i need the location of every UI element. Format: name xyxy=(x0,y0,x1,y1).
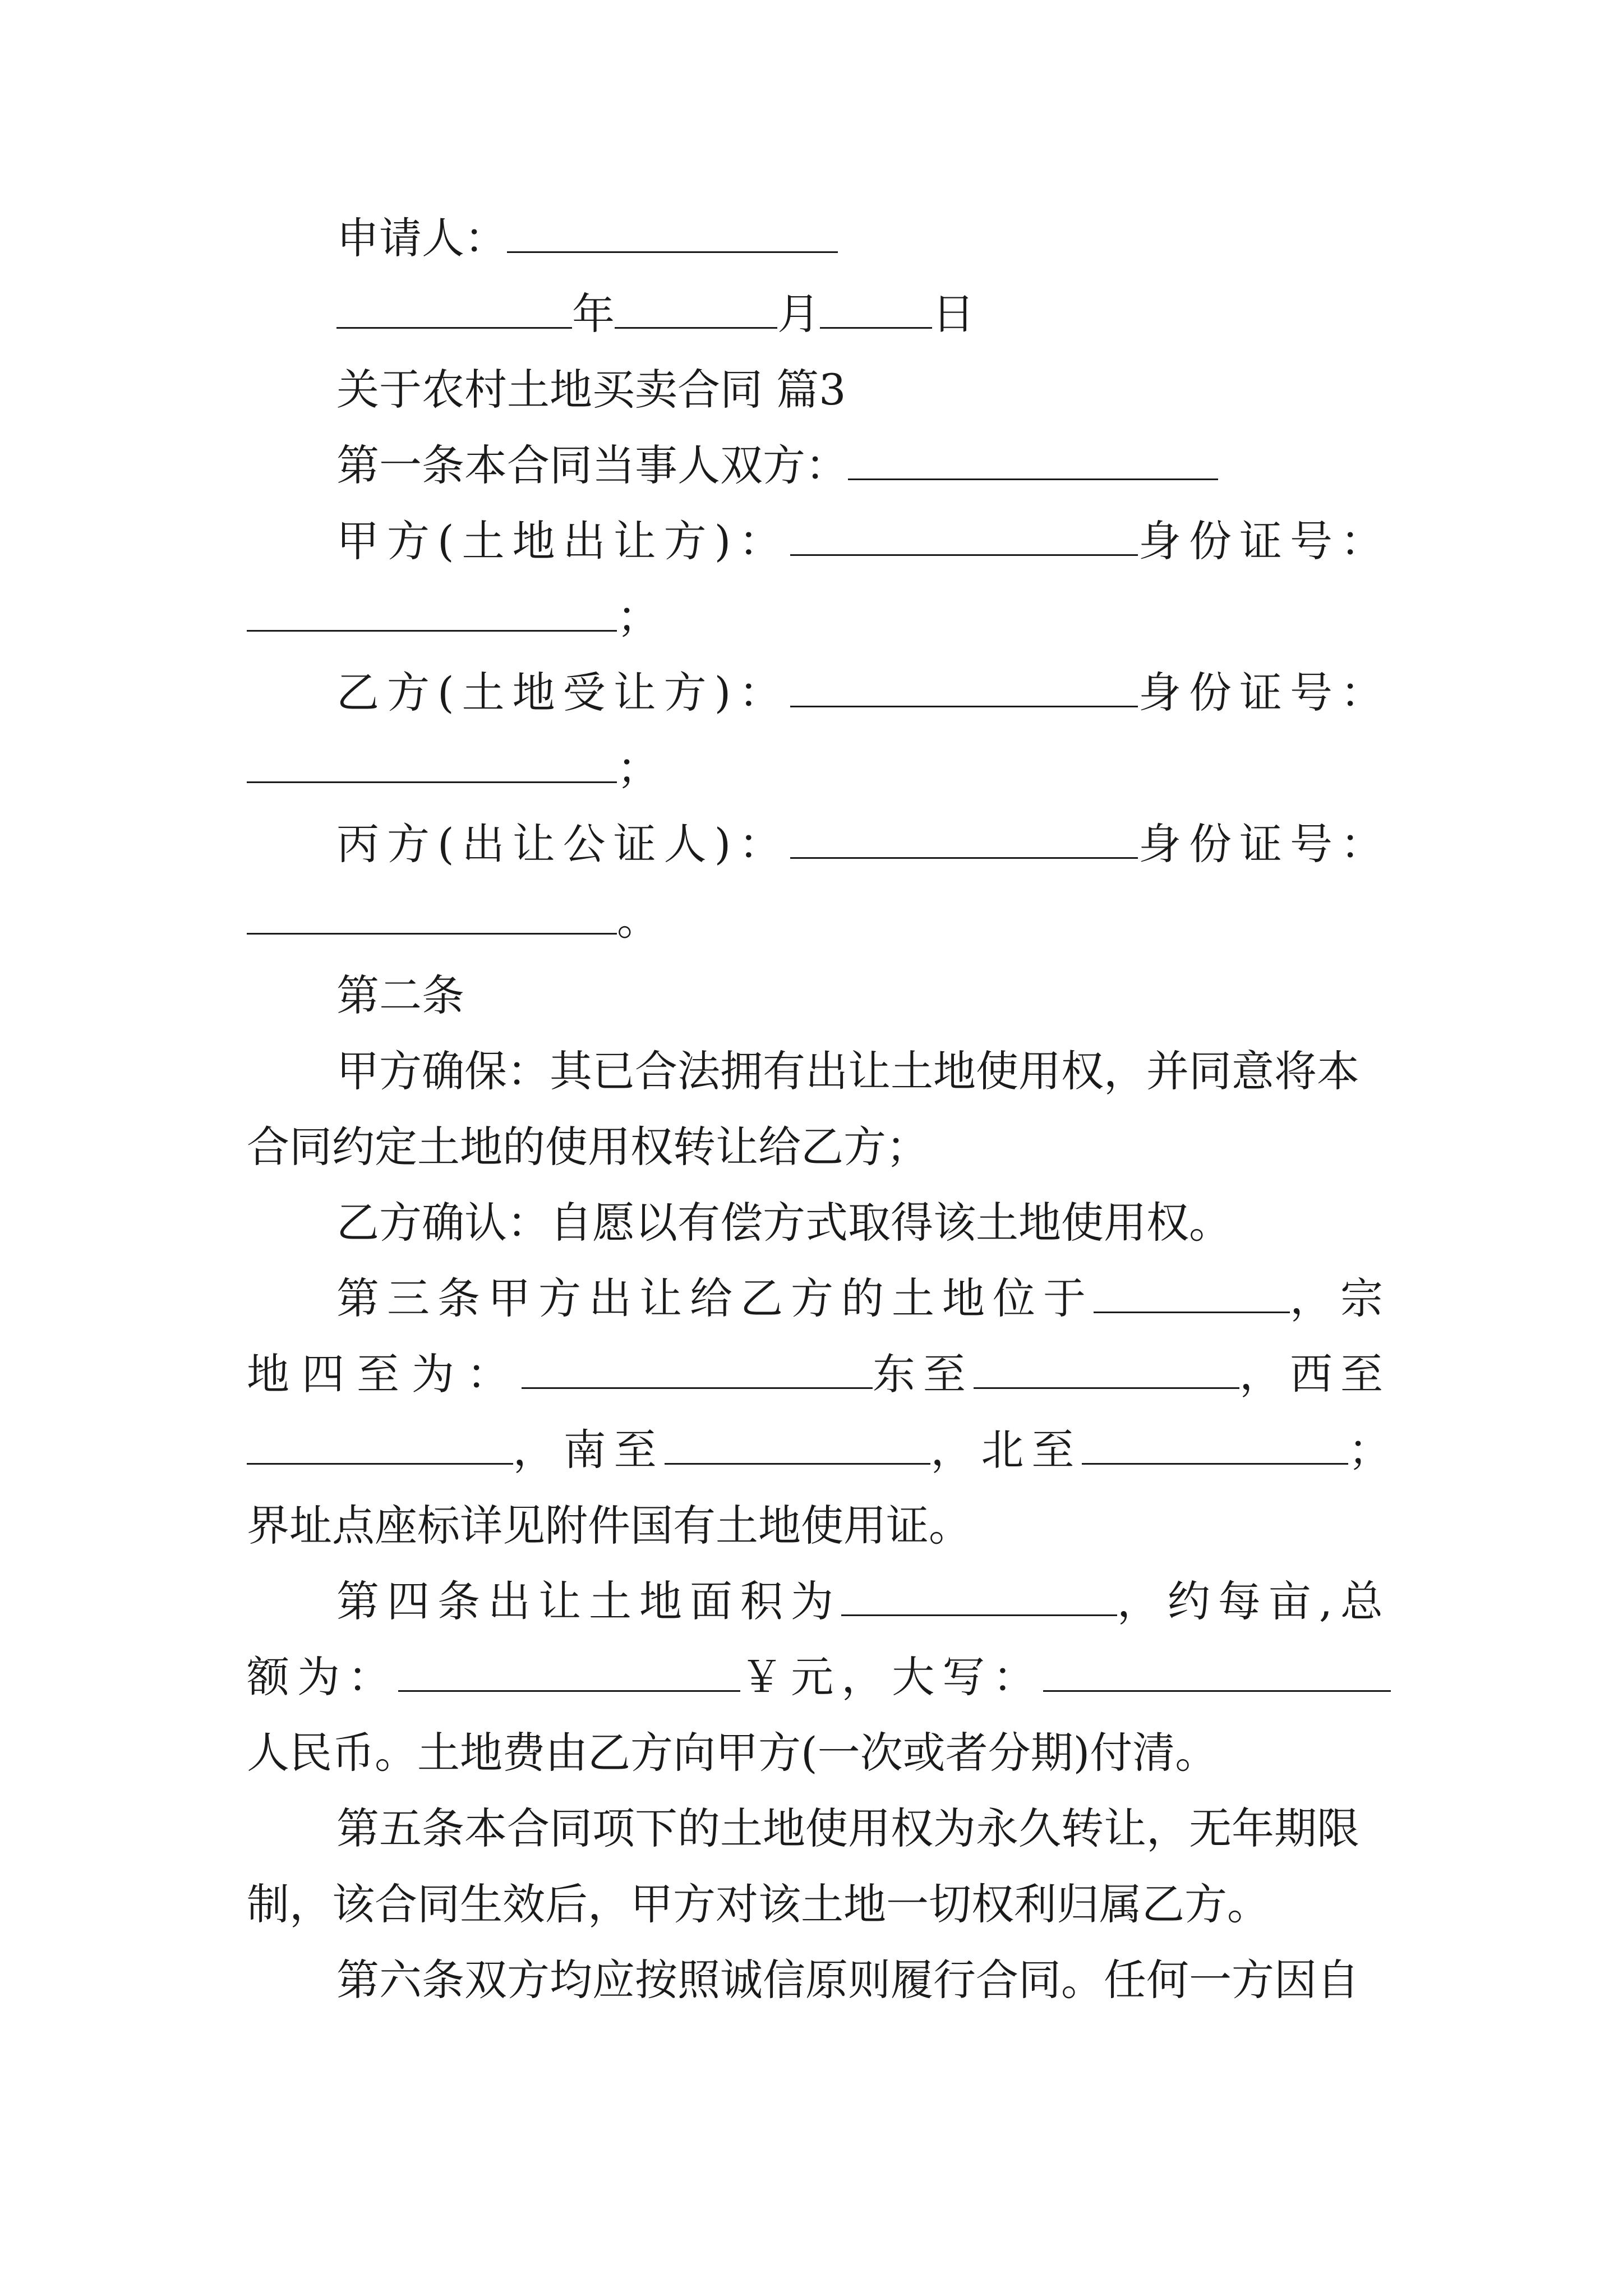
article-3-line-3: ，南至 ，北至 ； xyxy=(247,1422,1391,1478)
party-b-id-label: 身份证号： xyxy=(1138,668,1391,717)
party-a-id-label: 身份证号： xyxy=(1138,516,1391,566)
applicant-label: 申请人： xyxy=(336,213,507,263)
boundary-blank xyxy=(522,1350,873,1389)
article-2-line-1: 甲方确保：其已合法拥有出让土地使用权，并同意将本 xyxy=(336,1046,1359,1096)
party-a-name-blank xyxy=(790,517,1138,556)
party-c-line xyxy=(336,816,1391,872)
article-1-lead: 第一条本合同当事人双方： xyxy=(336,438,1391,494)
party-c-id-blank xyxy=(247,896,617,935)
party-b-line xyxy=(336,665,1391,721)
applicant-line xyxy=(336,210,1391,266)
article-6-line-1: 第六条双方均应按照诚信原则履行合同。任何一方因自 xyxy=(336,1955,1359,2005)
article-4-line-1: 第四条出让土地面积为 ，约每亩,总 xyxy=(336,1576,1391,1626)
applicant-blank xyxy=(507,214,838,253)
year-label: 年 xyxy=(572,289,615,339)
area-blank xyxy=(841,1577,1117,1616)
party-a-line xyxy=(336,513,1391,569)
day-label: 日 xyxy=(932,289,975,339)
article-3-line-1: 第三条甲方出让给乙方的土地位于 ，宗 xyxy=(336,1273,1391,1323)
day-blank xyxy=(820,290,932,329)
article-4-line-3: 人民币。土地费由乙方向甲方(一次或者分期)付清。 xyxy=(247,1728,1218,1778)
amount-words-blank xyxy=(1043,1653,1391,1692)
party-a-id-line: ； xyxy=(247,589,1391,645)
land-location-blank xyxy=(1094,1274,1290,1313)
east-blank xyxy=(974,1350,1239,1389)
party-c-label: 丙方(出让公证人)： xyxy=(336,819,790,869)
party-c-id-label: 身份证号： xyxy=(1138,819,1391,869)
month-blank xyxy=(615,290,777,329)
article-2-line-3: 乙方确认：自愿以有偿方式取得该土地使用权。 xyxy=(336,1198,1232,1248)
party-a-id-blank xyxy=(247,593,617,632)
party-b-label: 乙方(土地受让方)： xyxy=(336,668,790,717)
article-3-line-4: 界址点座标详见附件国有土地使用证。 xyxy=(247,1501,971,1550)
amount-blank xyxy=(398,1653,740,1692)
south-blank xyxy=(665,1426,931,1465)
north-blank xyxy=(1082,1426,1348,1465)
date-line xyxy=(336,286,1391,342)
section-title: 关于农村土地买卖合同 篇3 xyxy=(336,365,846,415)
party-b-id-line: ； xyxy=(247,740,1391,797)
party-b-name-blank xyxy=(790,669,1138,707)
article-2-line-2: 合同约定土地的使用权转让给乙方； xyxy=(247,1122,929,1172)
article-5-line-2: 制，该合同生效后，甲方对该土地一切权利归属乙方。 xyxy=(247,1879,1270,1929)
party-c-id-line: 。 xyxy=(247,892,1391,948)
article-3-line-2: 地四至为： 东至 ，西至 xyxy=(247,1349,1391,1399)
article-2-heading: 第二条 xyxy=(336,970,464,1020)
west-blank xyxy=(247,1426,513,1465)
party-a-label: 甲方(土地出让方)： xyxy=(336,516,790,566)
article-5-line-1: 第五条本合同项下的土地使用权为永久转让，无年期限 xyxy=(336,1803,1359,1853)
parties-blank xyxy=(848,441,1218,480)
party-c-name-blank xyxy=(790,820,1138,859)
year-blank xyxy=(336,290,572,329)
article-4-line-2: 额为： ￥元，大写： xyxy=(247,1649,1391,1705)
party-b-id-blank xyxy=(247,744,617,783)
month-label: 月 xyxy=(777,289,820,339)
